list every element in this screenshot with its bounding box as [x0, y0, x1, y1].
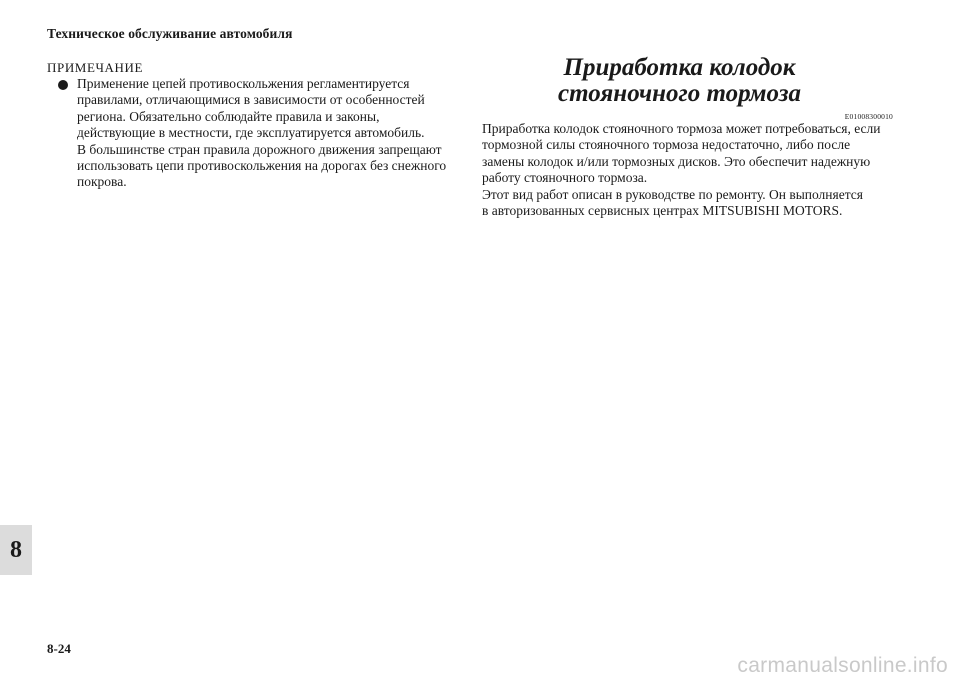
- bullet-icon: [58, 80, 68, 90]
- note-text: Применение цепей противоскольжения регламентируется правилами, отличающимися в зависимости от особенностей региона. Обязательно соблюдайте правила и законы, действующие в местности, где эксплуатируется автомобиль. В большинстве стран правила дорожного движения запрещают использовать цепи противоскольжения на дорогах без снежного покрова.: [77, 76, 447, 190]
- section-paragraph-1: Приработка колодок стояночного тормоза может потребоваться, если тормозной силы стояночного тормоза недостаточно, либо после замены колодок и/или тормозных дисков. Это обеспечит надежную работу стояночного тормоза.: [482, 121, 881, 186]
- chapter-tab: [0, 525, 32, 575]
- note-block: [47, 60, 457, 191]
- running-header: Техническое обслуживание автомобиля: [47, 26, 293, 41]
- note-title: ПРИМЕЧАНИЕ: [47, 60, 144, 75]
- section-code: E01008300010: [844, 112, 893, 121]
- note-item: [47, 76, 457, 191]
- watermark: carmanualsonline.info: [737, 654, 948, 677]
- section-block: [482, 55, 897, 219]
- section-paragraph-2: Этот вид работ описан в руководстве по ремонту. Он выполняется в авторизованных сервисных центрах MITSUBISHI MOTORS.: [482, 186, 863, 219]
- chapter-number: 8: [10, 536, 22, 563]
- page-number: 8-24: [47, 641, 71, 656]
- section-title: Приработка колодок стояночного тормоза: [558, 54, 801, 107]
